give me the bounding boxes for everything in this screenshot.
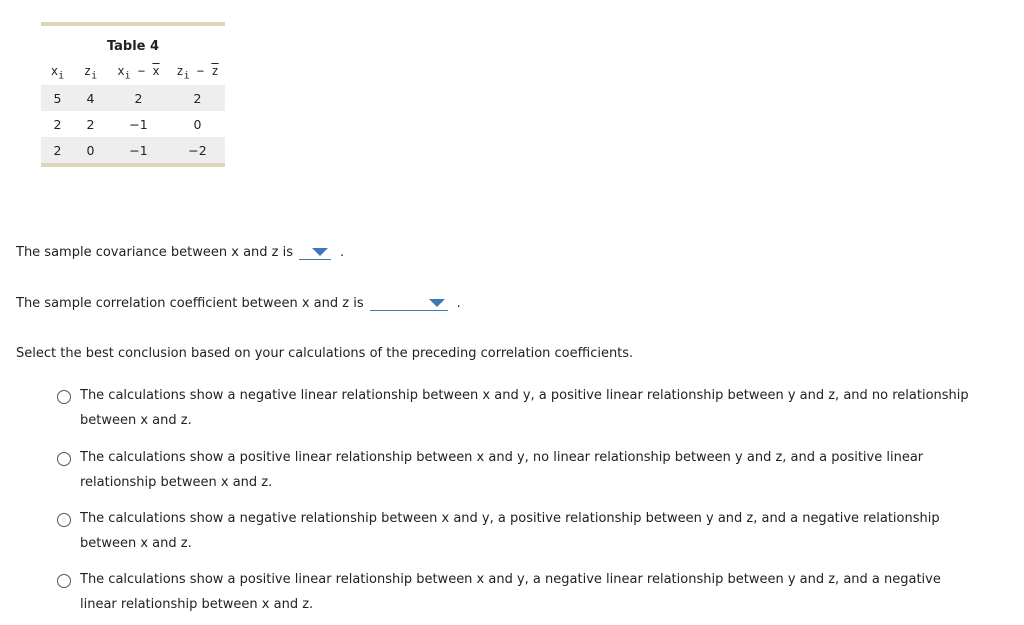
table-cell: 4 (74, 85, 107, 111)
covariance-question (16, 244, 344, 260)
header-zi-minus-zbar: $z_i - \overline{z}$ (176, 63, 219, 82)
covariance-label: The sample covariance between x and z is (16, 245, 294, 260)
radio-button[interactable] (57, 513, 71, 527)
option-text: The calculations show a positive linear relationship between x and y, a negative linear relationship between y and z, and a negative linear relationship between x and z. (80, 572, 941, 612)
radio-button[interactable] (57, 574, 71, 588)
table-cell: −2 (170, 137, 225, 163)
table-cell: 0 (74, 137, 107, 163)
period: . (340, 245, 345, 260)
period: . (456, 296, 461, 311)
header-xi-minus-xbar: $x_i - \overline{x}$ (117, 63, 160, 82)
caret-down-icon (312, 248, 328, 256)
option-text: The calculations show a negative relationship between x and y, a positive relationship between y and z, and a negative relationship between x and z. (80, 511, 940, 551)
table-cell: 2 (86, 116, 95, 132)
header-zi: $z_i$ (83, 63, 98, 82)
correlation-question (16, 295, 461, 311)
table-cell: −1 (107, 137, 170, 163)
table-cell: −1 (129, 116, 148, 132)
table-row (41, 137, 225, 163)
table-row (41, 111, 225, 137)
caret-down-icon (429, 299, 445, 307)
table-title: Table 4 (106, 39, 160, 54)
table-cell: 2 (170, 85, 225, 111)
data-table-container (41, 22, 225, 167)
table-cell: 5 (41, 85, 74, 111)
header-xi: $x_i$ (50, 63, 65, 82)
table-header-row (41, 60, 225, 85)
covariance-dropdown[interactable] (299, 244, 331, 260)
option-text: The calculations show a positive linear relationship between x and y, no linear relationship between y and z, and a positive linear relationship between x and z. (80, 450, 924, 490)
table-cell: 2 (53, 116, 62, 132)
table-cell: 0 (193, 116, 202, 132)
correlation-label: The sample correlation coefficient between x and z is (16, 296, 364, 311)
radio-button[interactable] (57, 452, 71, 466)
data-table (41, 60, 225, 163)
radio-button[interactable] (57, 390, 71, 404)
table-row (41, 85, 225, 111)
conclusion-prompt: Select the best conclusion based on your calculations of the preceding correlation coefficients. (16, 346, 634, 361)
table-cell: 2 (41, 137, 74, 163)
table-cell: 2 (107, 85, 170, 111)
correlation-dropdown[interactable] (370, 295, 448, 311)
option-text: The calculations show a negative linear relationship between x and y, a positive linear relationship between y and z, and no relationship between x and z. (80, 388, 969, 428)
